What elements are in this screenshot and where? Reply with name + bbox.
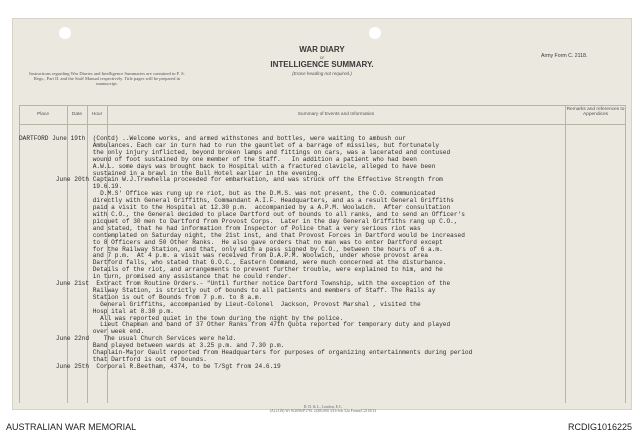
entry-line: and stated, that he had information from Inspector of Police that a very serious riot was bbox=[19, 224, 421, 232]
entry-line: June 21st Extract from Routine Orders.- "Until further notice Dartford Township, with the exception of the bbox=[19, 280, 451, 288]
entry-line: General Griffiths, accompanied by Lieut-Colonel Jackson, Provost Marshal , visited the bbox=[19, 300, 421, 308]
entry-line: Dartford falls, who stated that G.O.C., Eastern Command, were much concerned at the disturbance. bbox=[19, 259, 447, 267]
entry-line: June 25th Corporal R.Beetham, 4374, to be T/Sgt from 24.6.19 bbox=[19, 362, 281, 370]
col-header-remarks: Remarks and references to Appendices bbox=[566, 107, 625, 118]
entry-line: directly with General Griffiths, Commandant A.I.F. Headquarters, and as a result General Griffiths bbox=[19, 197, 454, 205]
punch-hole bbox=[59, 27, 71, 39]
entry-line: All was reported quiet in the town during the night by the police. bbox=[19, 314, 344, 322]
printer-imprint: D. D. & L., London, E.C. (A12118) Wt W2096/P1701 2,000,000 3/16 Sch 52a Forms/C2118/13 bbox=[269, 405, 377, 414]
form-number: Army Form C. 2118. bbox=[541, 53, 588, 59]
entry-line: Station is out of Bounds from 7 p.m. to 8 a.m. bbox=[19, 293, 263, 301]
entry-line: 19.6.19. bbox=[19, 183, 123, 191]
title-war-diary: WAR DIARY bbox=[299, 45, 345, 54]
entry-line: Chaplain-Major Gault reported from Headquarters for purposes of organizing entertainments during period bbox=[19, 349, 473, 357]
entry-line: to 8 Officers and 50 Other Ranks. He also gave orders that no man was to enter Dartford except bbox=[19, 238, 443, 246]
title-or: or bbox=[319, 55, 325, 60]
entry-line: in turn, promised any assistance that he could render. bbox=[19, 273, 292, 281]
entry-line: Details of the riot, and arrangements to prevent further trouble, were explained to him, and he bbox=[19, 266, 443, 274]
entry-line: paid a visit to the Hospital at 12.30 p.m. accompanied by a A.P.M. Woolwich. After consultation bbox=[19, 204, 451, 212]
entry-line: sustained in a brawl in the Bull Hotel earlier in the evening. bbox=[19, 169, 322, 177]
title-subtitle: (Erase heading not required.) bbox=[292, 71, 352, 76]
entry-line: Hosp ital at 8.30 p.m. bbox=[19, 307, 174, 315]
instructions-text: Instructions regarding War Diaries and Intelligence Summaries are contained in F. S. Regs., Part II. and the Staff Manual respectively. Title pages will be prepared in manuscript. bbox=[29, 71, 185, 87]
entry-line: that Dartford is out of bounds. bbox=[19, 356, 207, 363]
title-intelligence-summary: INTELLIGENCE SUMMARY. bbox=[270, 60, 374, 69]
entry-line: for the Railway Station, and that, only with a pass signed by C.O., between the hours of 6 a.m. bbox=[19, 245, 443, 253]
rule-top bbox=[19, 105, 625, 106]
col-header-summary: Summary of Events and Information bbox=[297, 112, 375, 117]
diary-entries bbox=[19, 136, 625, 371]
entry-line: the only injury inflicted, beyond broken lamps and fittings on cars, was a lacerated and contused bbox=[19, 148, 451, 156]
entry-line: DARTFORD June 19th (Contd) ..Welcome works, and armed withstones and bottles, were waiting to ambush our bbox=[19, 135, 406, 142]
archive-credit: AUSTRALIAN WAR MEMORIAL bbox=[6, 422, 137, 432]
entry-line: and 7 p.m. At 4 p.m. a visit was received from D.A.P.M. Woolwich, under whose provost area bbox=[19, 252, 429, 260]
entry-line: picquet of 30 men to Dartford from Provost Corps. Later in the day General Griffiths rang up C.O., bbox=[19, 217, 458, 225]
entry-line: D.M.S' Office was rung up re riot, but as the D.M.S. was not present, the C.O. communicated bbox=[19, 190, 436, 198]
entry-line: wound of foot sustained by one member of the Staff. In addition a patient who had been bbox=[19, 155, 417, 163]
col-header-hour: Hour bbox=[91, 112, 103, 117]
entry-line: Lieut Chapman and band of 37 Other Ranks from 47th Quota reported for temporary duty and played bbox=[19, 321, 451, 329]
punch-hole bbox=[369, 27, 381, 39]
entry-line: Railway Station, is strictly out of bounds to all patients and members of Staff. The Rails ay bbox=[19, 286, 436, 294]
col-rule bbox=[625, 105, 626, 403]
rule-header bbox=[19, 124, 625, 125]
col-header-date: Date bbox=[71, 112, 83, 117]
entry-line: over week end. bbox=[19, 328, 145, 336]
entry-line: Ambulances. Each car in turn had to run the gauntlet of a barrage of missiles, but fortunately bbox=[19, 141, 440, 149]
archive-reference: RCDIG1016225 bbox=[567, 422, 632, 432]
diary-page bbox=[12, 18, 632, 414]
entry-line: with C.O., the General decided to place Dartford out of bounds to all ranks, and to send an Officer's bbox=[19, 210, 465, 218]
col-header-place: Place bbox=[37, 112, 49, 117]
entry-line: Band played between wards at 3.25 p.m. and 7.30 p.m. bbox=[19, 342, 285, 350]
entry-line: contemplated on Saturday night, the 21st inst, and that Provost Forces in Dartford would be increased bbox=[19, 231, 465, 239]
entry-line: June 20th Captain W.J.Trewhella proceeded for embarkation, and was struck off the Effective Strength from bbox=[19, 176, 443, 184]
entry-line: June 22nd The usual Church Services were held. bbox=[19, 335, 237, 343]
entry-line: A.W.L. some days was brought back to Hospital with a fractured clavicle, alleged to have been bbox=[19, 162, 436, 170]
